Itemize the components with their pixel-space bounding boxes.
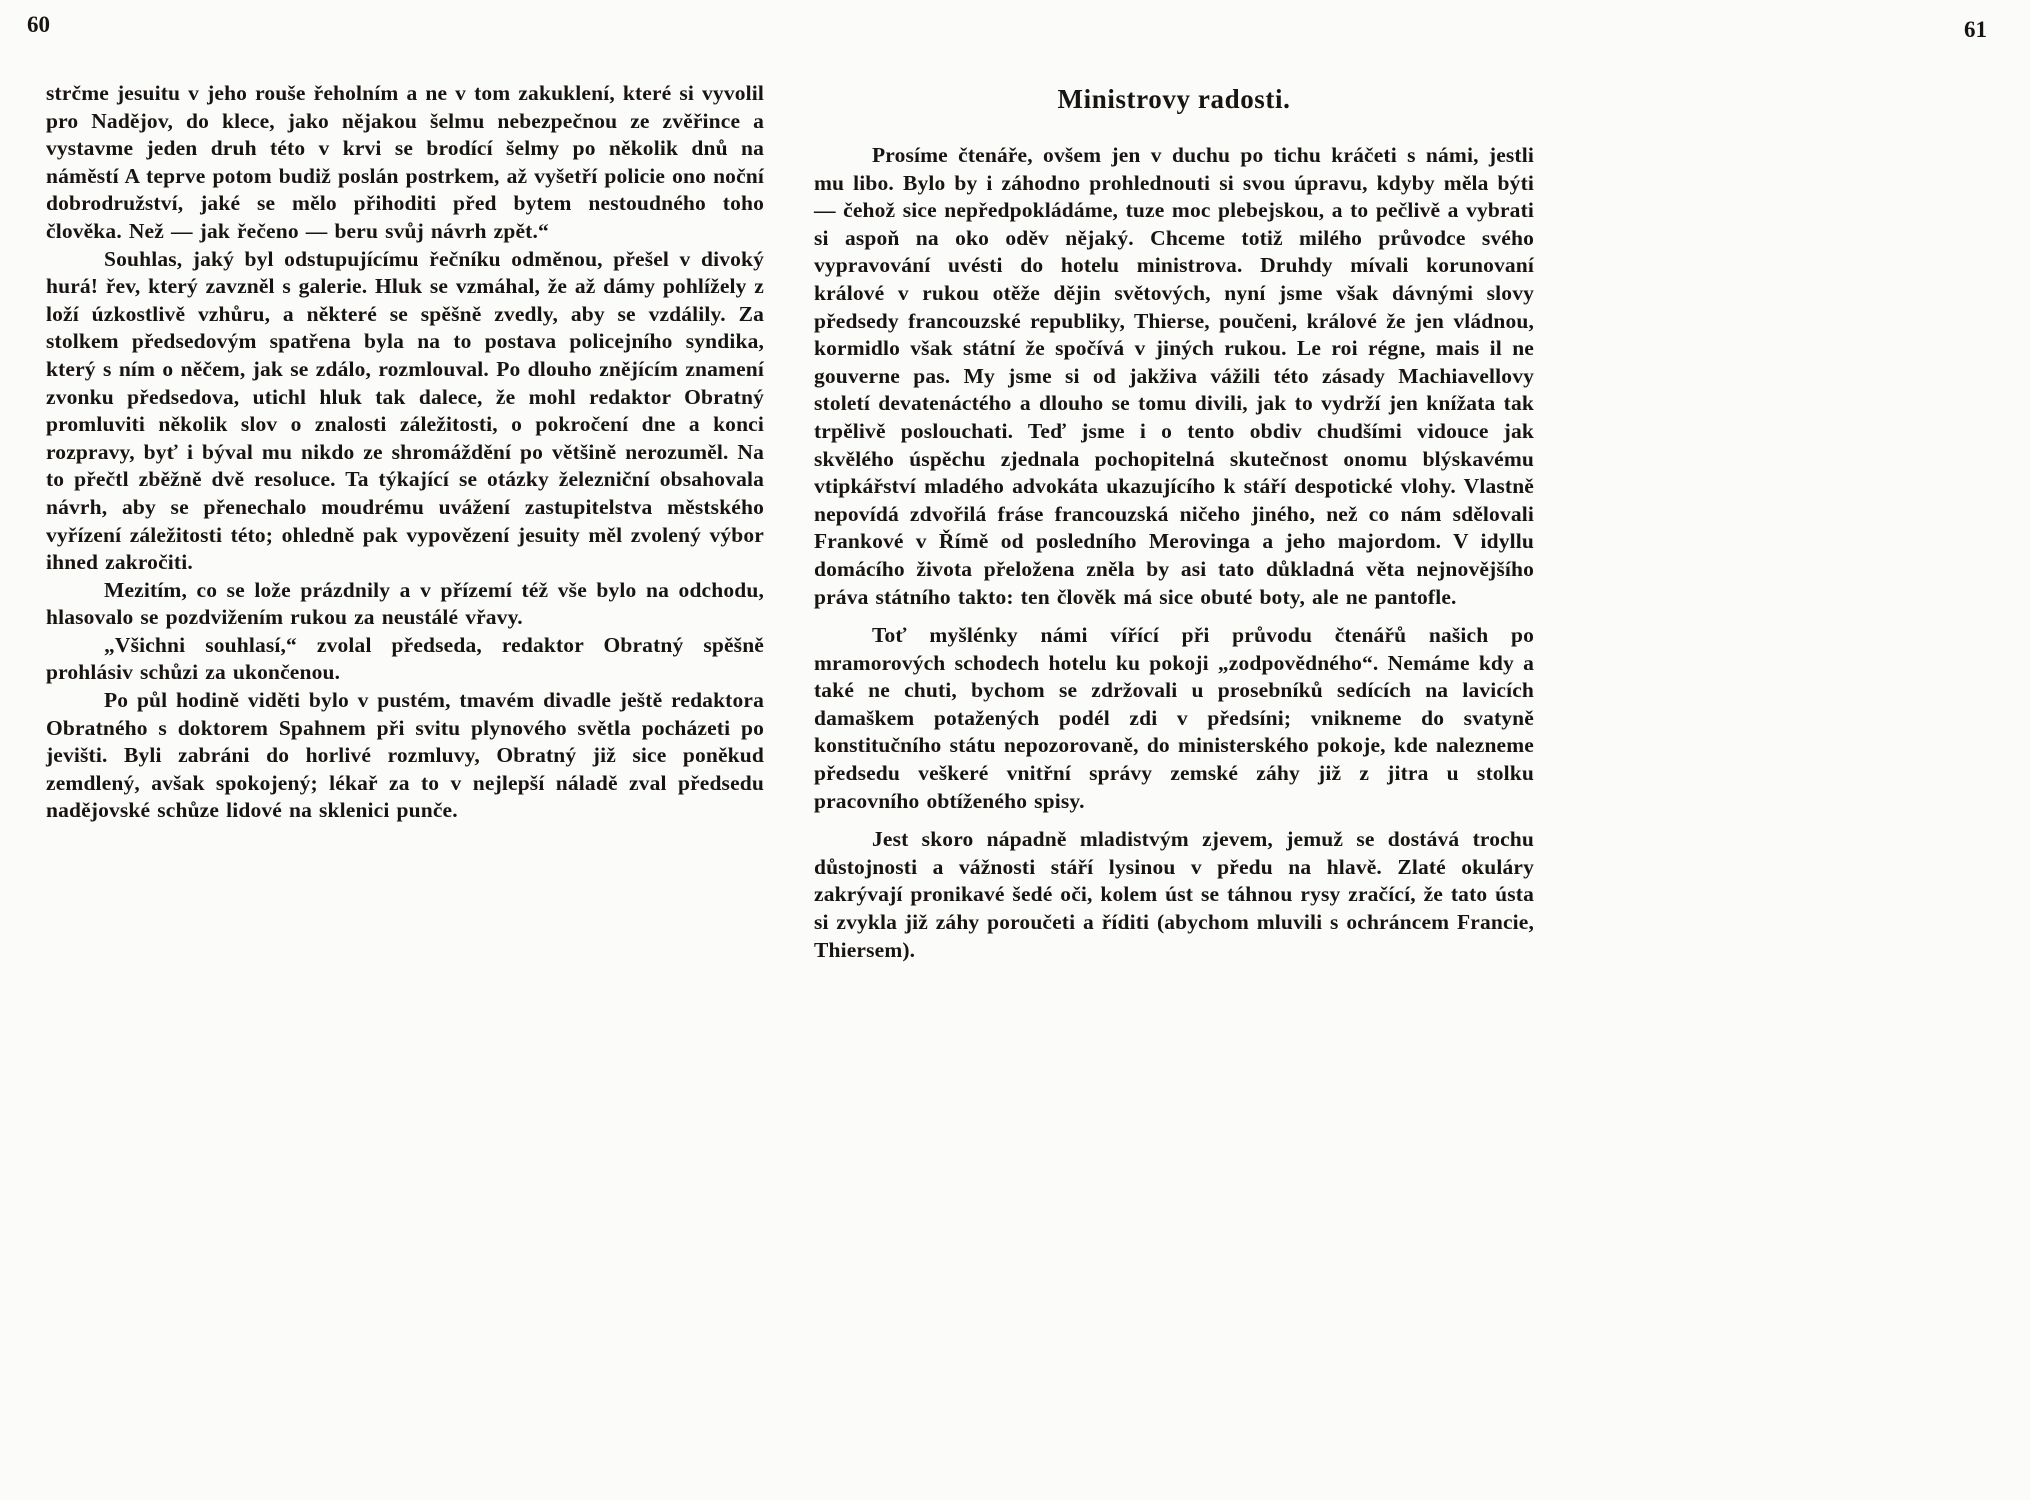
page-right-text [814,80,1534,964]
paragraph: Po půl hodině viděti bylo v pustém, tmavém divadle ještě redaktora Obratného s doktorem Spahnem při svitu plynového světla pocházeti po jevišti. Byli zabráni do horlivé rozmluvy, Obratný již sice poněkud zemdlený, avšak spokojený; lékař za to v nejlepší náladě zval předsedu nadějovské schůze lidové na sklenici punče. [46,688,764,823]
page-number-left: 60 [27,12,50,37]
paragraph: Toť myšlénky námi vířící při průvodu čtenářů našich po mramorových schodech hotelu ku pokoji „zodpovědného“. Nemáme kdy a také ne chuti, bychom se zdržovali u prosebníků sedících na lavicích damaškem potažených podél zdi v předsíni; vnikneme do svatyně konstitučního státu nepozorovaně, do ministerského pokoje, kde nalezneme předsedu veškeré vnitřní správy zemské záhy již z jitra u stolku pracovního obtíženého spisy. [814,623,1534,813]
paragraph: Jest skoro nápadně mladistvým zjevem, jemuž se dostává trochu důstojnosti a vážnosti stáří lysinou v předu na hlavě. Zlaté okuláry zakrývají pronikavé šedé oči, kolem úst se táhnou rysy zračící, že tato ústa si zvykla již záhy poroučeti a říditi (abychom mluvili s ochráncem Francie, Thiersem). [814,827,1534,962]
paragraph: „Všichni souhlasí,“ zvolal předseda, redaktor Obratný spěšně prohlásiv schůzi za ukončenou. [46,632,764,685]
paragraph: Mezitím, co se lože prázdnily a v přízemí též vše bylo na odchodu, hlasovalo se pozdvižením rukou za neustálé vřavy. [46,577,764,630]
paragraph: strčme jesuitu v jeho rouše řeholním a ne v tom zakuklení, které si vyvolil pro Nadějov, do klece, jako nějakou šelmu nebezpečnou ze zvěřince a vystavme jeden druh této v krvi se brodící šelmy po několik dnů na náměstí A teprve potom budiž poslán postrkem, až vyšetří policie ono noční dobrodružství, jaké se mělo přihoditi před bytem nestoudného toho člověka. Než — jak řečeno — beru svůj návrh zpět.“ [46,81,764,243]
paragraph: Souhlas, jaký byl odstupujícímu řečníku odměnou, přešel v divoký hurá! řev, který zavzněl s galerie. Hluk se vzmáhal, že až dámy pohlížely z loží úzkostlivě vzhůru, a některé se spěšně zvedly, aby se vzdálily. Za stolkem předsedovým spatřena byla na to postava policejního syndika, který s ním o něčem, jak se zdálo, rozmlouval. Po dlouho znějícím znamení zvonku předsedova, utichl hluk tak dalece, že mohl redaktor Obratný promluviti několik slov o znalosti záležitosti, o pokročení dne a konci rozpravy, byť i býval mu nikdo ze shromáždění po většině nerozuměl. Na to přečtl zběžně dvě resoluce. Ta týkající se otázky železniční obsahovala návrh, aby se přenechalo moudrému uvážení zastupitelstva městského vyřízení záležitosti této; ohledně pak vypovězení jesuity měl zvolený výbor ihned zakročiti. [46,246,764,575]
page-number-right: 61 [1964,17,1987,42]
page-left-text [46,80,764,825]
chapter-title: Ministrovy radosti. [1057,84,1291,114]
paragraph: Prosíme čtenáře, ovšem jen v duchu po tichu kráčeti s námi, jestli mu libo. Bylo by i záhodno prohlednouti si svou úpravu, kdyby měla býti — čehož sice nepředpokládáme, tuze moc plebejskou, a to pečlivě a vybrati si aspoň na oko oděv nějaký. Chceme totiž milého průvodce svého vypravování uvésti do hotelu ministrova. Druhdy mívali korunovaní králové v rukou otěže dějin světových, nyní jsme však dávnými slovy předsedy francouzské republiky, Thierse, poučeni, králové že jen vládnou, kormidlo však státní že spočívá v jiných rukou. Le roi régne, mais il ne gouverne pas. My jsme si od jakživa vážili této zásady Machiavellovy století devatenáctého a dlouho se tomu divili, jak to vydrží jen knížata tak trpělivě poslouchati. Teď jsme i o tento obdiv chudšími vidouce jak skvělého úspěchu zjednala pochopitelná skutečnost onomu blýskavému vtipkářství mladého advokáta ukazujícího k stáří despotické vlohy. Vlastně nepovídá zdvořilá fráse francouzská ničeho jiného, než co nám sdělovali Frankové v Římě od posledního Merovinga a jeho majordom. V idyllu domácího života přeložena zněla by asi tato důkladná věta nejnovějšího práva státního takto: ten člověk má sice obuté boty, ale ne pantofle. [814,143,1534,609]
